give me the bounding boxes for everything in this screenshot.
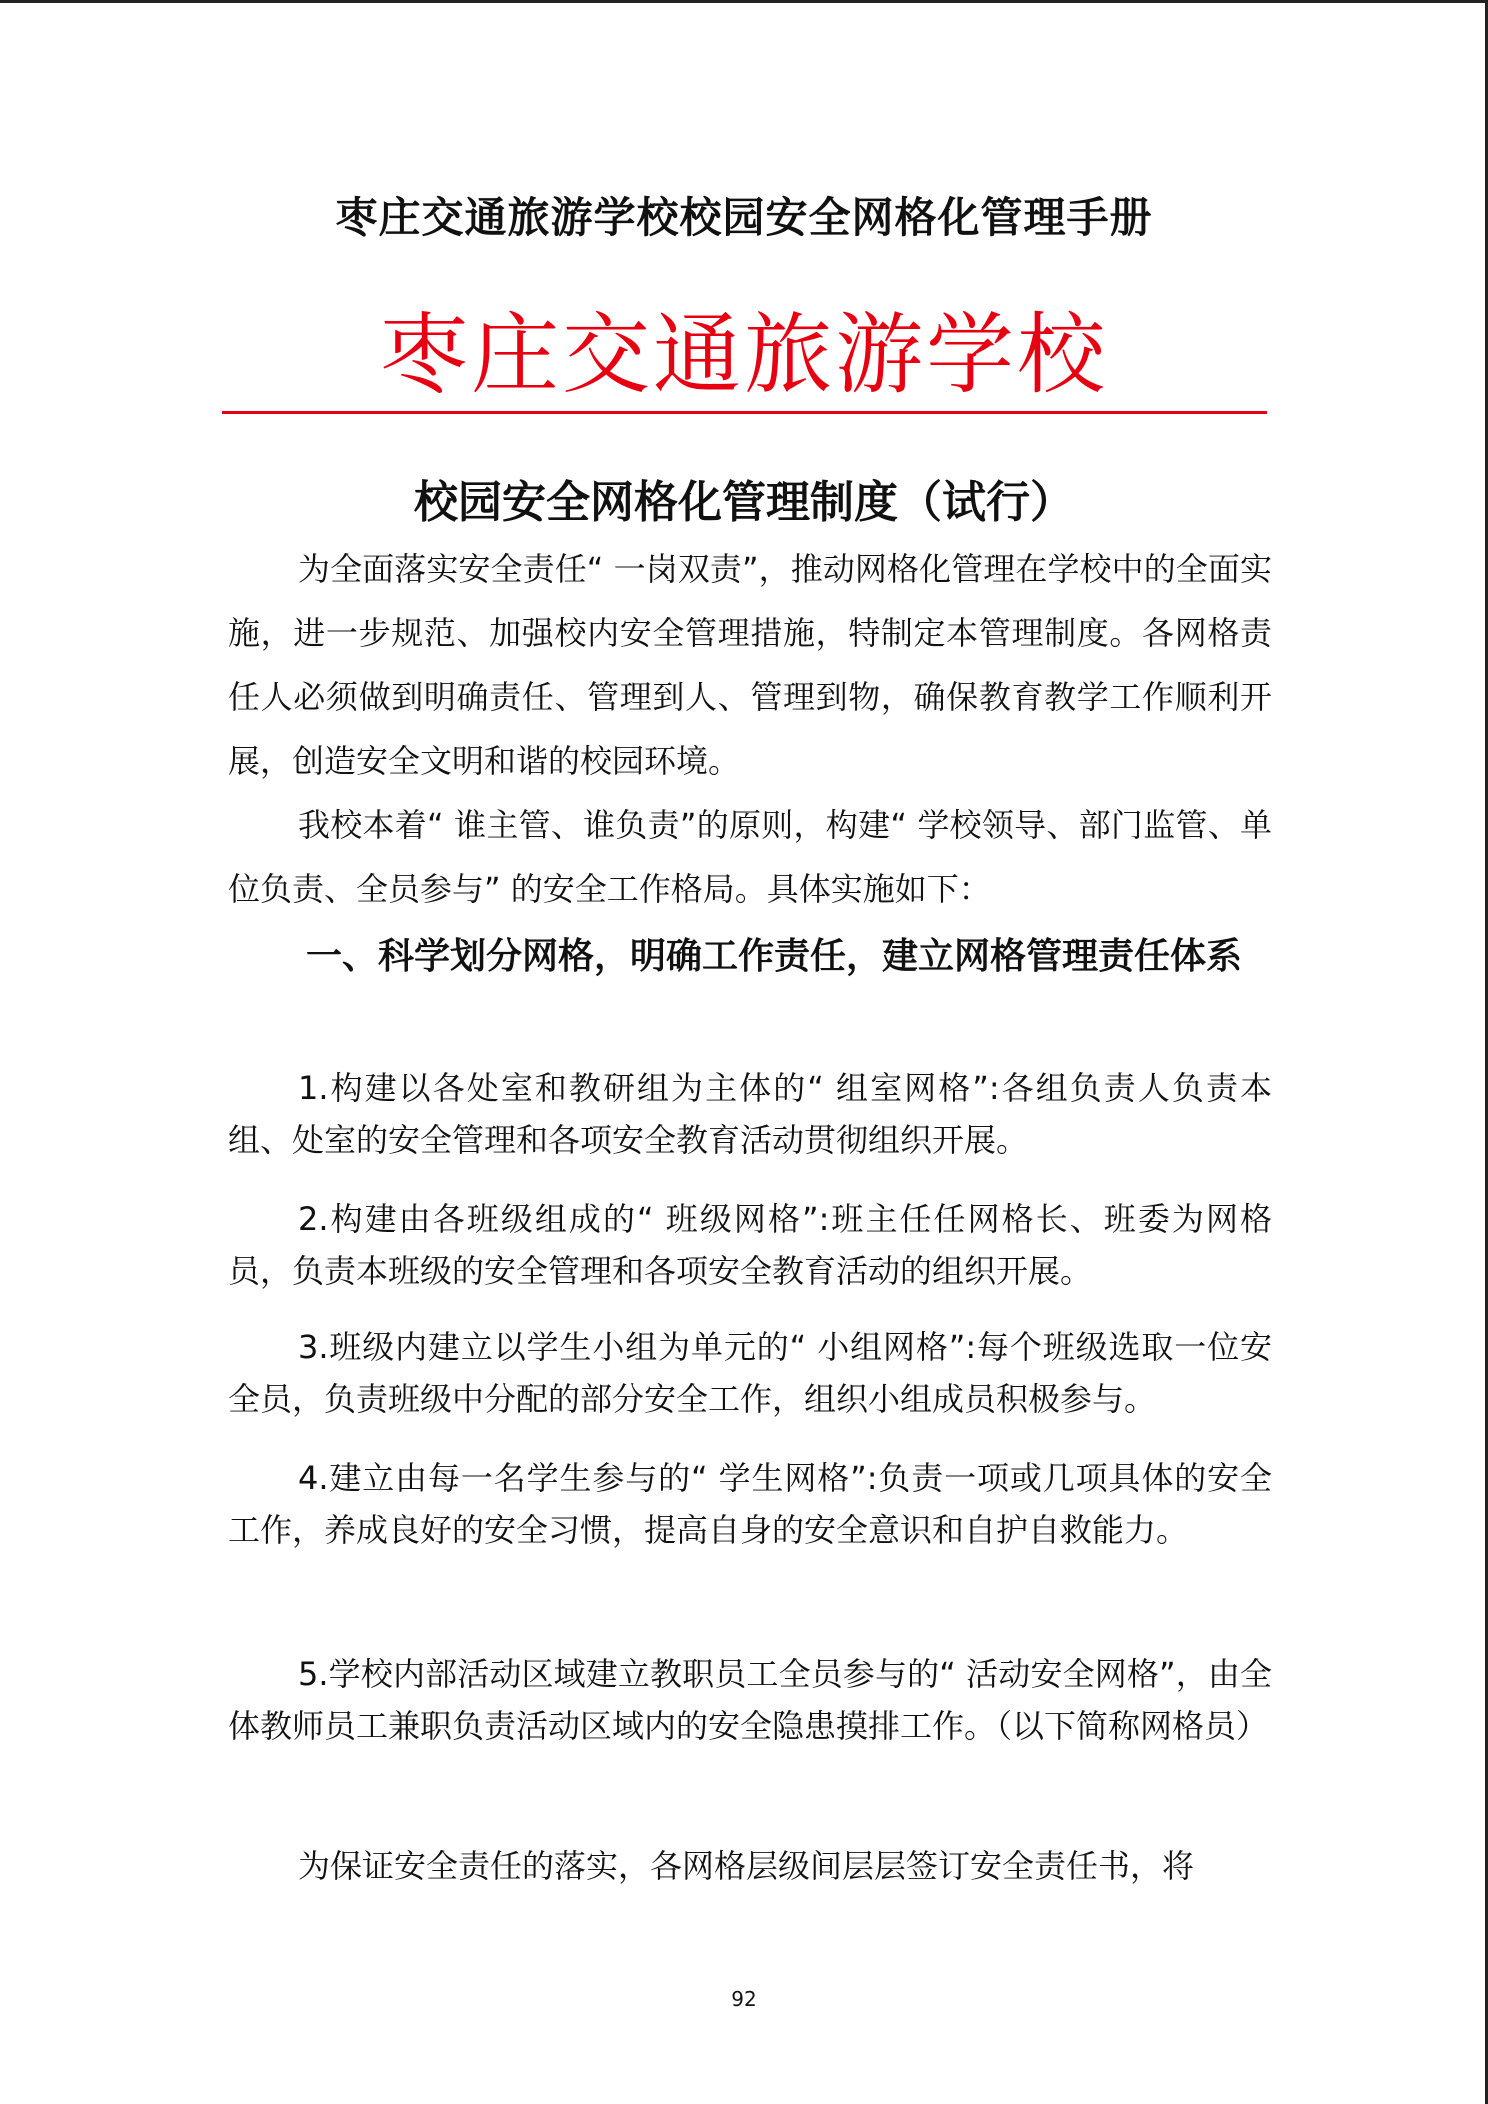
intro-paragraph-2: 我校本着“ 谁主管、谁负责”的原则，构建“ 学校领导、部门监管、单位负责、全员参与” 的安全工作格局。具体实施如下： <box>228 806 1272 908</box>
document-header-title: 枣庄交通旅游学校校园安全网格化管理手册 <box>335 193 1153 242</box>
section-1-closing: 为保证安全责任的落实，各网格层级间层层签订安全责任书，将 <box>298 1847 1195 1885</box>
page-number: 92 <box>731 1987 757 2011</box>
section-1-heading: 一、科学划分网格，明确工作责任，建立网格管理责任体系 <box>306 936 1243 977</box>
document-title: 校园安全网格化管理制度（试行） <box>414 477 1074 528</box>
section-1-item-2: 2.构建由各班级组成的“ 班级网格”:班主任任网格长、班委为网格员，负责本班级的安全管理和各项安全教育活动的组织开展。 <box>228 1200 1272 1290</box>
section-1-item-4: 4.建立由每一名学生参与的“ 学生网格”:负责一项或几项具体的安全工作，养成良好的安全习惯，提高自身的安全意识和自护自救能力。 <box>228 1459 1272 1549</box>
page-frame-top <box>0 0 1488 3</box>
section-1-item-1: 1.构建以各处室和教研组为主体的“ 组室网格”:各组负责人负责本组、处室的安全管理和各项安全教育活动贯彻组织开展。 <box>228 1069 1272 1159</box>
section-1-item-3: 3.班级内建立以学生小组为单元的“ 小组网格”:每个班级选取一位安全员，负责班级中分配的部分安全工作，组织小组成员积极参与。 <box>228 1328 1272 1418</box>
intro-paragraph-1: 为全面落实安全责任“ 一岗双责”，推动网格化管理在学校中的全面实施，进一步规范、加强校内安全管理措施，特制定本管理制度。各网格责任人必须做到明确责任、管理到人、管理到物，确保教育教学工作顺利开展，创造安全文明和谐的校园环境。 <box>228 550 1272 780</box>
red-divider-line <box>222 411 1267 414</box>
school-name-banner: 枣庄交通旅游学校 <box>379 303 1108 406</box>
section-1-item-5: 5.学校内部活动区域建立教职员工全员参与的“ 活动安全网格”，由全体教师员工兼职负责活动区域内的安全隐患摸排工作。（以下简称网格员） <box>228 1655 1272 1745</box>
